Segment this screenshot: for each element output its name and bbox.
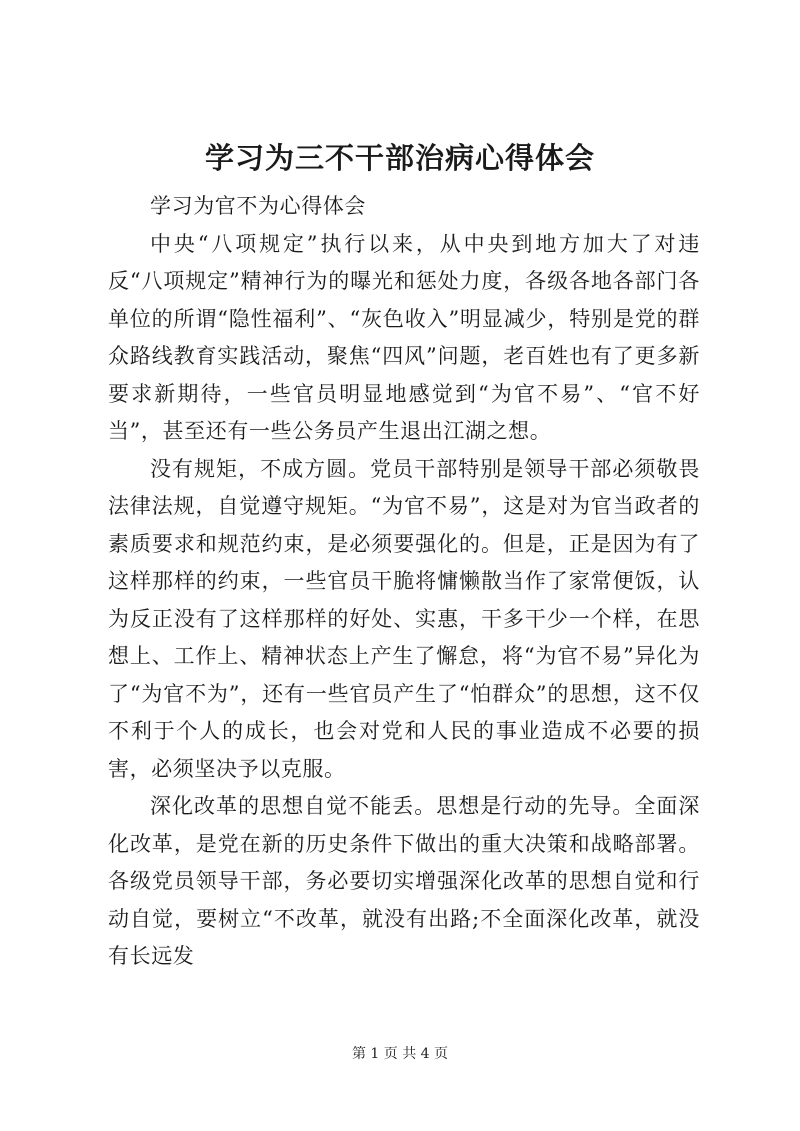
document-subtitle: 学习为官不为心得体会 xyxy=(150,194,366,218)
document-body xyxy=(108,188,700,976)
body-paragraph-1: 中央“八项规定”执行以来，从中央到地方加大了对违反“八项规定”精神行为的曝光和惩处力度，各级各地各部门各单位的所谓“隐性福利”、“灰色收入”明显减少，特别是党的群众路线教育实践活动，聚焦“四风”问题，老百姓也有了更多新要求新期待，一些官员明显地感觉到“为官不易”、“官不好当”，甚至还有一些公务员产生退出江湖之想。 xyxy=(108,231,700,443)
body-paragraph-2: 没有规矩，不成方圆。党员干部特别是领导干部必须敬畏法律法规，自觉遵守规矩。“为官不易”，这是对为官当政者的素质要求和规范约束，是必须要强化的。但是，正是因为有了这样那样的约束，一些官员干脆将慵懒散当作了家常便饭，认为反正没有了这样那样的好处、实惠，干多干少一个样，在思想上、工作上、精神状态上产生了懈怠，将“为官不易”异化为了“为官不为”，还有一些官员产生了“怕群众”的思想，这不仅不利于个人的成长，也会对党和人民的事业造成不必要的损害，必须坚决予以克服。 xyxy=(108,456,700,781)
document-title: 学习为三不干部治病心得体会 xyxy=(204,141,595,175)
page-footer: 第 1 页 共 4 页 xyxy=(351,1046,449,1062)
body-paragraph-3: 深化改革的思想自觉不能丢。思想是行动的先导。全面深化改革，是党在新的历史条件下做出的重大决策和战略部署。各级党员领导干部，务必要切实增强深化改革的思想自觉和行动自觉，要树立“不改革，就没有出路;不全面深化改革，就没有长远发 xyxy=(108,794,700,968)
